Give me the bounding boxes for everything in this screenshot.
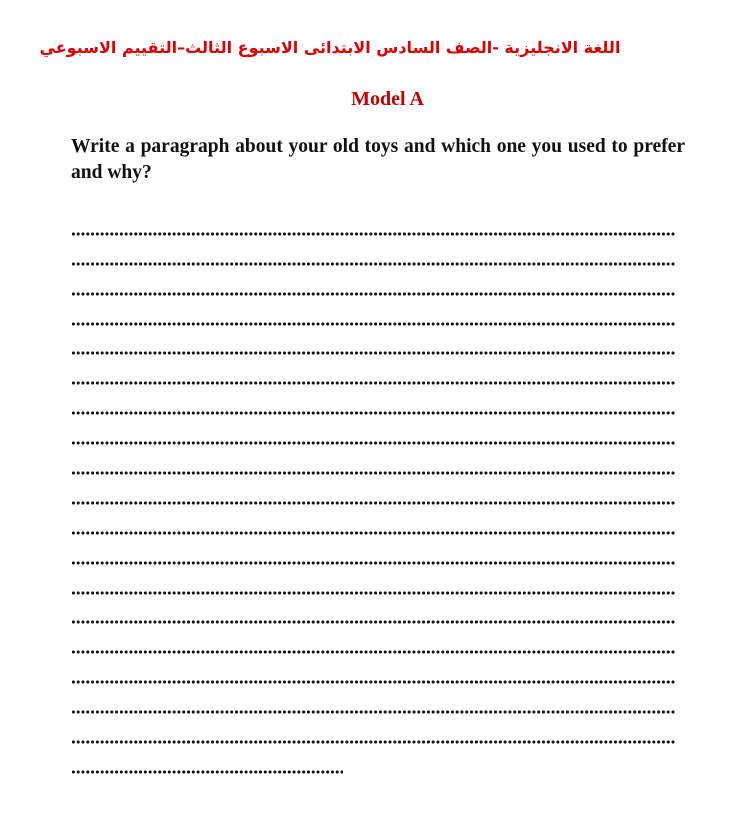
dotted-line [71,770,343,774]
answer-line [71,311,675,341]
answer-line [71,460,675,490]
dotted-line [71,471,675,475]
answer-line [71,639,675,669]
dotted-line [71,381,675,385]
answer-line [71,221,675,251]
answer-line [71,759,675,789]
answer-line [71,430,675,460]
dotted-line [71,740,675,744]
dotted-line [71,650,675,654]
dotted-line [71,441,675,445]
dotted-line [71,322,675,326]
answer-line [71,580,675,610]
answer-line [71,341,675,371]
answer-line [71,370,675,400]
dotted-line [71,351,675,355]
model-label: Model A [351,88,424,110]
answer-line [71,490,675,520]
answer-line [71,281,675,311]
answer-line [71,251,675,281]
answer-line [71,400,675,430]
dotted-line [71,232,675,236]
dotted-line [71,531,675,535]
writing-prompt: Write a paragraph about your old toys and which one you used to prefer and why? [71,136,685,183]
dotted-line [71,620,675,624]
dotted-line [71,262,675,266]
dotted-line [71,561,675,565]
answer-line [71,610,675,640]
dotted-line [71,501,675,505]
answer-line [71,699,675,729]
answer-lines [71,221,675,789]
dotted-line [71,680,675,684]
answer-line [71,520,675,550]
worksheet-header-arabic: اللغة الانجليزية -الصف السادس الابتدائى الاسبوع الثالث–التقييم الاسبوعي [39,38,621,57]
answer-line [71,729,675,759]
answer-line [71,550,675,580]
dotted-line [71,292,675,296]
dotted-line [71,710,675,714]
answer-line [71,669,675,699]
dotted-line [71,411,675,415]
dotted-line [71,591,675,595]
